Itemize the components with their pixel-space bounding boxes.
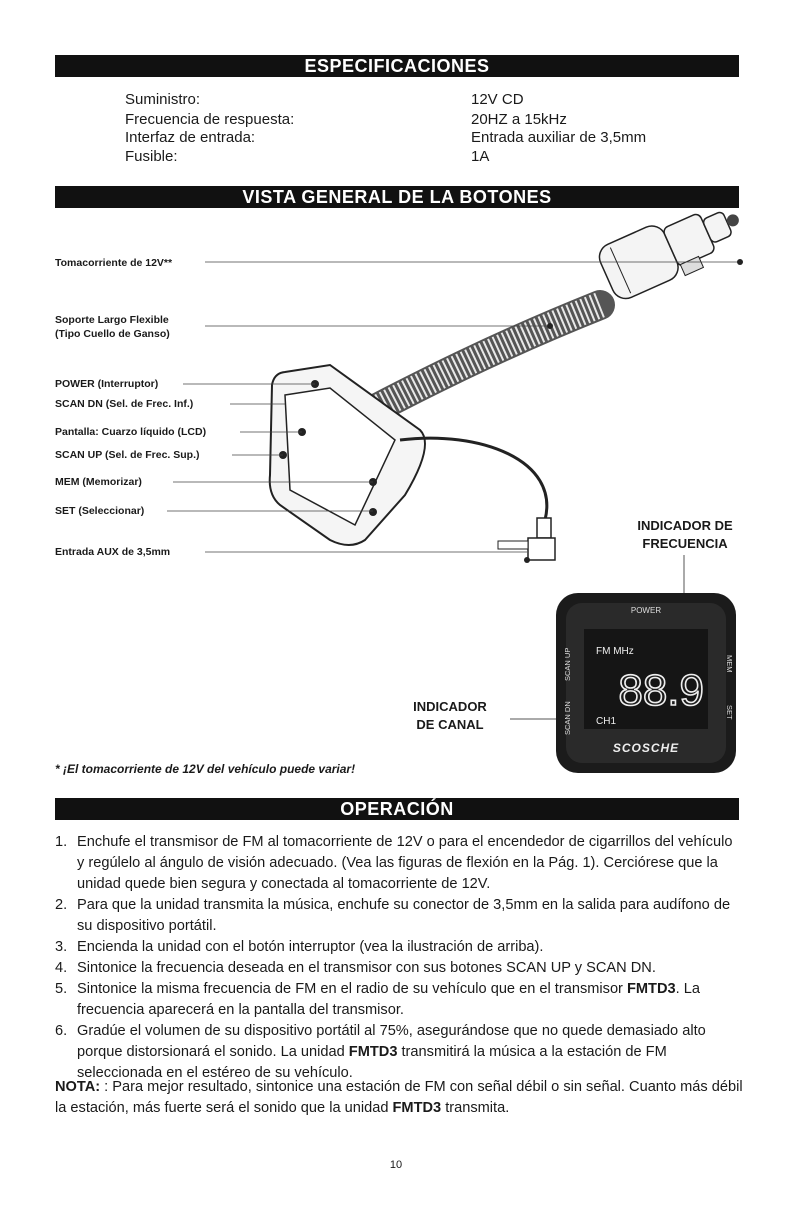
list-item [55, 937, 743, 958]
lcd-brand-logo: SCOSCHE [612, 741, 680, 755]
label-gooseneck-sub: (Tipo Cuello de Ganso) [55, 328, 170, 340]
step-text: . La frecuencia aparecerá en la pantalla del transmisor. [77, 981, 700, 1018]
freq-indicator-line1: INDICADOR DE [637, 518, 733, 533]
overview-header: VISTA GENERAL DE LA BOTONES [55, 186, 739, 208]
spec-value: Entrada auxiliar de 3,5mm [471, 129, 647, 146]
list-item [55, 832, 743, 895]
operation-note [55, 1077, 743, 1119]
spec-label: Fusible: [125, 148, 178, 165]
label-scan-dn: SCAN DN (Sel. de Frec. Inf.) [55, 398, 194, 410]
label-lcd: Pantalla: Cuarzo líquido (LCD) [55, 426, 207, 438]
label-power: POWER (Interruptor) [55, 378, 159, 390]
list-item [55, 895, 743, 937]
page-number: 10 [389, 1159, 403, 1171]
step-number: 4. [55, 960, 68, 976]
label-scan-up: SCAN UP (Sel. de Frec. Sup.) [55, 449, 200, 461]
nota-label: NOTA: [55, 1079, 101, 1095]
model-name: FMTD3 [392, 1100, 442, 1116]
label-mem: MEM (Memorizar) [55, 476, 142, 488]
lcd-set-text: SET [725, 705, 734, 720]
list-item [55, 979, 743, 1021]
step-text: transmitirá la música a la estación de FM seleccionada en el estéreo de su vehículo. [77, 1044, 667, 1081]
label-set: SET (Seleccionar) [55, 505, 145, 517]
socket-note: * ¡El tomacorriente de 12V del vehículo puede variar! [55, 762, 356, 776]
lcd-power-text: POWER [630, 606, 662, 615]
spec-value: 12V CD [471, 91, 524, 108]
model-name: FMTD3 [348, 1044, 398, 1060]
step-number: 2. [55, 897, 68, 913]
nota-text-end: transmita. [441, 1100, 510, 1116]
step-text: Gradúe el volumen de su dispositivo portátil al 75%, asegurándose que no quede demasiado alto porque distorsionará el sonido. La unidad [77, 1023, 706, 1060]
model-name: FMTD3 [626, 981, 676, 997]
channel-indicator-line1: INDICADOR [413, 699, 487, 714]
step-text: Sintonice la misma frecuencia de FM en el radio de su vehículo que en el transmisor [77, 981, 627, 997]
nota-text: : Para mejor resultado, sintonice una estación de FM con señal débil o sin señal. Cuanto más débil la estación, más fuerte será el sonido que la unidad [55, 1079, 743, 1116]
spec-label: Suministro: [125, 91, 201, 108]
list-item [55, 958, 743, 979]
step-number: 5. [55, 981, 68, 997]
channel-indicator-line2: DE CANAL [416, 717, 484, 732]
lcd-mem-text: MEM [725, 655, 734, 673]
lcd-panel [500, 555, 750, 780]
lcd-frequency: 88.9 [618, 666, 704, 715]
step-number: 6. [55, 1023, 68, 1039]
label-aux: Entrada AUX de 3,5mm [55, 546, 171, 558]
lcd-fm-mhz: FM MHz [596, 646, 634, 657]
step-number: 1. [55, 834, 68, 850]
lcd-scan-dn-text: SCAN DN [563, 701, 572, 735]
operation-steps [55, 832, 743, 1084]
step-text: Sintonice la frecuencia deseada en el transmisor con sus botones SCAN UP y SCAN DN. [77, 960, 656, 976]
label-socket: Tomacorriente de 12V** [55, 257, 173, 269]
label-gooseneck: Soporte Largo Flexible [55, 314, 169, 326]
step-text: Para que la unidad transmita la música, enchufe su conector de 3,5mm en la salida para audífono de su dispositivo portátil. [77, 897, 731, 934]
step-text: Enchufe el transmisor de FM al tomacorriente de 12V o para el encendedor de cigarrillos del vehículo y regúlelo al ángulo de visión adecuado. (Vea las figuras de flexión en la Pág. 1). Cerciórese que la unidad quede bien segura y conectada al tomacorriente de 12V. [77, 834, 733, 892]
spec-value: 1A [471, 148, 490, 165]
list-item [55, 1021, 743, 1084]
specs-header: ESPECIFICACIONES [55, 55, 739, 77]
channel-indicator-title [390, 698, 510, 734]
freq-indicator-title [610, 517, 760, 553]
spec-value: 20HZ a 15kHz [471, 111, 567, 128]
power-plug [595, 191, 751, 304]
lcd-channel: CH1 [596, 716, 617, 727]
spec-label: Interfaz de entrada: [125, 129, 256, 146]
freq-indicator-line2: FRECUENCIA [642, 536, 728, 551]
spec-label: Frecuencia de respuesta: [125, 111, 295, 128]
step-number: 3. [55, 939, 68, 955]
operation-header: OPERACIÓN [55, 798, 739, 820]
step-text: Encienda la unidad con el botón interruptor (vea la ilustración de arriba). [77, 939, 544, 955]
lcd-scan-up-text: SCAN UP [563, 647, 572, 681]
